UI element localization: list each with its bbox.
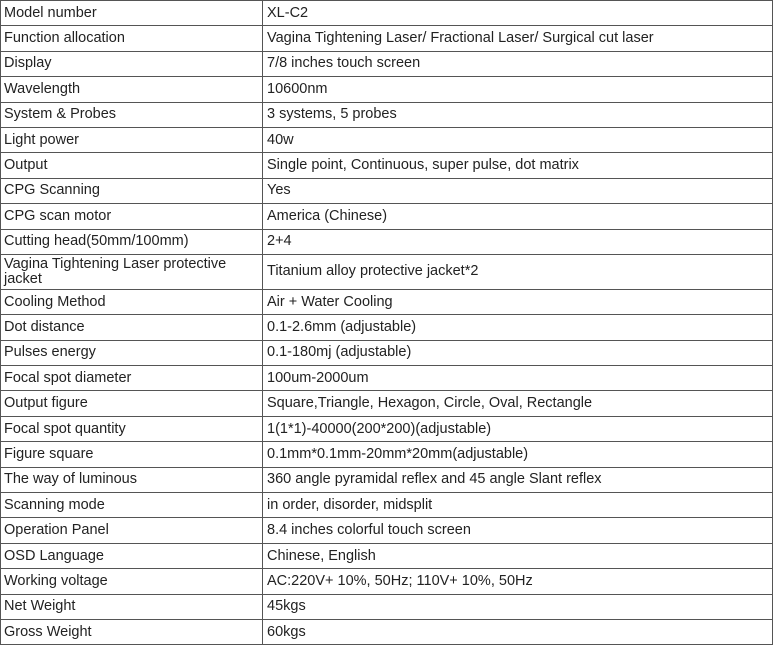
spec-value: 10600nm (263, 77, 773, 102)
spec-label: Focal spot diameter (1, 366, 263, 391)
spec-value: XL-C2 (263, 1, 773, 26)
table-row (1, 543, 773, 568)
spec-value: America (Chinese) (263, 204, 773, 229)
spec-label: Output (1, 153, 263, 178)
spec-label: Light power (1, 127, 263, 152)
spec-value: 60kgs (263, 619, 773, 644)
table-row (1, 229, 773, 254)
table-row (1, 289, 773, 314)
table-row (1, 518, 773, 543)
spec-label: Display (1, 51, 263, 76)
table-row (1, 366, 773, 391)
table-row (1, 619, 773, 644)
spec-value: Vagina Tightening Laser/ Fractional Laser/ Surgical cut laser (263, 26, 773, 51)
table-row (1, 467, 773, 492)
table-row (1, 416, 773, 441)
spec-label: Vagina Tightening Laser protective jacket (1, 254, 263, 289)
spec-value: 3 systems, 5 probes (263, 102, 773, 127)
table-row (1, 493, 773, 518)
table-row (1, 391, 773, 416)
spec-value: 1(1*1)-40000(200*200)(adjustable) (263, 416, 773, 441)
spec-label: Gross Weight (1, 619, 263, 644)
table-row (1, 26, 773, 51)
spec-value: Single point, Continuous, super pulse, dot matrix (263, 153, 773, 178)
spec-label: Dot distance (1, 315, 263, 340)
spec-label: Pulses energy (1, 340, 263, 365)
spec-label: CPG Scanning (1, 178, 263, 203)
table-row (1, 569, 773, 594)
spec-value: 360 angle pyramidal reflex and 45 angle Slant reflex (263, 467, 773, 492)
spec-label: Output figure (1, 391, 263, 416)
spec-value: 45kgs (263, 594, 773, 619)
spec-label: Operation Panel (1, 518, 263, 543)
table-row (1, 254, 773, 289)
spec-label: Figure square (1, 442, 263, 467)
spec-label: Wavelength (1, 77, 263, 102)
spec-value: 0.1-180mj (adjustable) (263, 340, 773, 365)
spec-value: in order, disorder, midsplit (263, 493, 773, 518)
spec-label: Scanning mode (1, 493, 263, 518)
spec-value: Yes (263, 178, 773, 203)
spec-value: 100um-2000um (263, 366, 773, 391)
table-row (1, 204, 773, 229)
spec-label: Focal spot quantity (1, 416, 263, 441)
table-row (1, 1, 773, 26)
spec-value: 0.1mm*0.1mm-20mm*20mm(adjustable) (263, 442, 773, 467)
spec-label: Working voltage (1, 569, 263, 594)
spec-label: Cooling Method (1, 289, 263, 314)
spec-value: 7/8 inches touch screen (263, 51, 773, 76)
table-row (1, 51, 773, 76)
spec-label: CPG scan motor (1, 204, 263, 229)
spec-value: Air + Water Cooling (263, 289, 773, 314)
spec-value: 8.4 inches colorful touch screen (263, 518, 773, 543)
spec-label: Function allocation (1, 26, 263, 51)
table-row (1, 594, 773, 619)
table-row (1, 127, 773, 152)
spec-label: Cutting head(50mm/100mm) (1, 229, 263, 254)
spec-label: Net Weight (1, 594, 263, 619)
spec-value: 40w (263, 127, 773, 152)
table-row (1, 153, 773, 178)
spec-value: Titanium alloy protective jacket*2 (263, 254, 773, 289)
spec-value: 2+4 (263, 229, 773, 254)
spec-label: The way of luminous (1, 467, 263, 492)
table-row (1, 315, 773, 340)
table-row (1, 77, 773, 102)
table-row (1, 340, 773, 365)
spec-value: Chinese, English (263, 543, 773, 568)
spec-value: 0.1-2.6mm (adjustable) (263, 315, 773, 340)
spec-label: Model number (1, 1, 263, 26)
spec-value: Square,Triangle, Hexagon, Circle, Oval, Rectangle (263, 391, 773, 416)
spec-label: OSD Language (1, 543, 263, 568)
spec-label: System & Probes (1, 102, 263, 127)
table-row (1, 102, 773, 127)
table-row (1, 178, 773, 203)
table-row (1, 442, 773, 467)
spec-value: AC:220V+ 10%, 50Hz; 110V+ 10%, 50Hz (263, 569, 773, 594)
